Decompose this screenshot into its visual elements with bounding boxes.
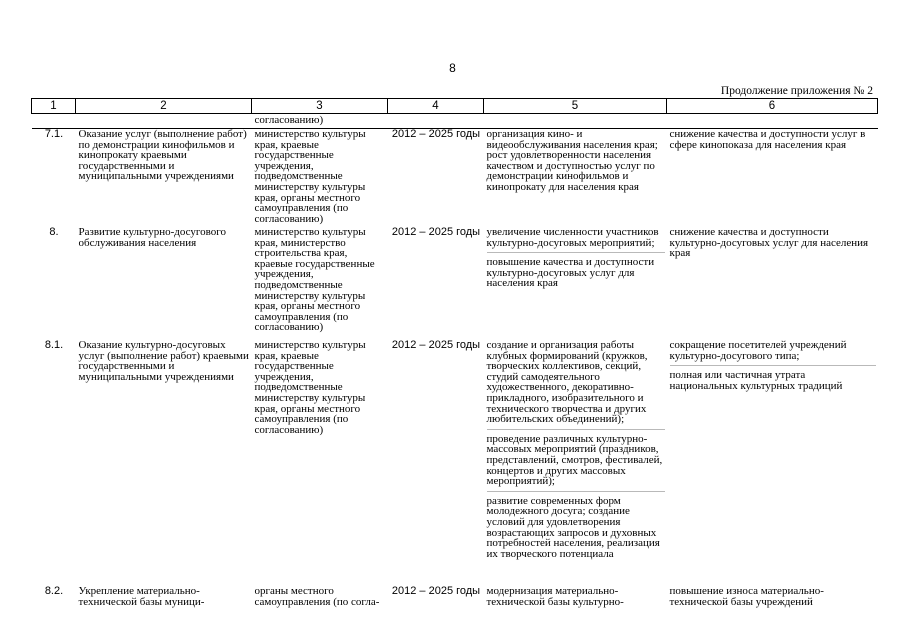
table-row [32, 340, 878, 583]
appendix-table [31, 98, 878, 607]
executors: министерство культуры края, краевые государственные учреждения, подведомственные министерству культуры края, органы местного самоуправления (по согласованию) [254, 128, 366, 225]
implementation-period: 2012 – 2025 годы [391, 585, 481, 597]
executors: органы местного самоуправления (по согла- [254, 585, 380, 608]
measure-name: Укрепление материально-технической базы муници- [78, 585, 205, 608]
expected-results [484, 129, 667, 228]
consequence-item: снижение качества и доступности культурно-досуговых услуг для населения края [669, 226, 869, 260]
result-item: создание и организация работы клубных формирований (кружков, творческих коллективов, секций, студий самодеятельного художественного, декоративно-прикладного, изобразительного и технического творчества и других любительских объединений); [486, 339, 648, 426]
row-number: 8. [49, 226, 59, 238]
page-number: 8 [449, 61, 456, 75]
table-row [32, 129, 878, 228]
row-number: 8.2. [44, 585, 64, 597]
consequence-item: полная или частичная утрата национальных культурных традиций [670, 365, 876, 391]
consequence-item: снижение качества и доступности услуг в сфере кинопоказа для населения края [669, 128, 866, 151]
implementation-period: 2012 – 2025 годы [391, 128, 481, 140]
implementation-period: 2012 – 2025 годы [391, 226, 481, 238]
consequences [667, 129, 878, 228]
implementation-period: 2012 – 2025 годы [391, 339, 481, 351]
column-header-3: 3 [252, 99, 388, 114]
column-header-2: 2 [76, 99, 252, 114]
column-header-5: 5 [484, 99, 667, 114]
table-row [32, 583, 878, 607]
result-item: развитие современных форм молодежного досуга; создание условий для удовлетворения возрастающих запросов и духовных потребностей населения, реализация их творческого потенциала [487, 491, 665, 560]
consequences [667, 583, 878, 607]
table-row [32, 227, 878, 340]
expected-results [484, 227, 667, 340]
measure-name: Оказание культурно-досуговых услуг (выполнение работ) краевыми государственными и муниципальными учреждениями [78, 339, 249, 383]
expected-results [484, 340, 667, 583]
executors: министерство культуры края, краевые государственные учреждения, подведомственные министерству культуры края, органы местного самоуправления (по согласованию) [254, 339, 366, 436]
result-item: повышение качества и доступности культурно-досуговых услуг для населения края [487, 252, 665, 289]
column-number-row [32, 99, 878, 114]
consequence-item: сокращение посетителей учреждений культурно-досугового типа; [669, 339, 847, 362]
column-header-6: 6 [667, 99, 878, 114]
row-number: 8.1. [44, 339, 64, 351]
expected-results [484, 583, 667, 607]
result-item: проведение различных культурно-массовых мероприятий (праздников, представлений, смотров, фестивалей, концертов и других массовых мероприятий); [487, 429, 665, 487]
row-number: 7.1. [44, 128, 64, 140]
result-item: организация кино- и видеообслуживания населения края; рост удовлетворенности населения качеством и доступностью услуг по демонстрации кинофильмов и кинопрокату для населения края [486, 128, 658, 193]
column-header-4: 4 [388, 99, 484, 114]
carryover-executors: согласованию) [252, 114, 388, 129]
measure-name: Оказание услуг (выполнение работ) по демонстрации кинофильмов и кинопрокату краевыми государственными и муниципальными учреждениями [78, 128, 247, 183]
carryover-row [32, 114, 878, 129]
measure-name: Развитие культурно-досугового обслуживания населения [78, 226, 226, 249]
result-item: увеличение численности участников культурно-досуговых мероприятий; [486, 226, 659, 249]
consequences [667, 340, 878, 583]
continuation-caption: Продолжение приложения № 2 [720, 85, 873, 97]
consequence-item: повышение износа материально-технической базы учреждений [669, 585, 824, 608]
executors: министерство культуры края, министерство строительства края, краевые государственные учреждения, подведомственные министерству культуры края, органы местного самоуправления (по согласованию) [254, 226, 375, 334]
consequences [667, 227, 878, 340]
column-header-1: 1 [32, 99, 76, 114]
result-item: модернизация материально-технической базы культурно- [486, 585, 624, 608]
